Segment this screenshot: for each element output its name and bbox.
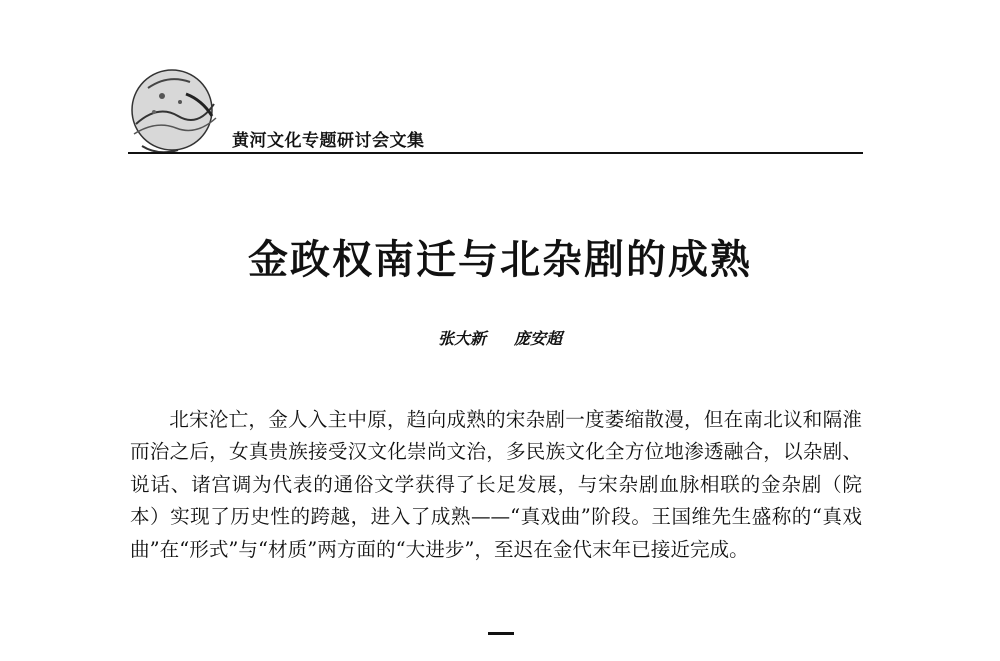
section-marker (488, 632, 514, 635)
header-rule (128, 152, 863, 154)
article-title: 金政权南迁与北杂剧的成熟 (248, 236, 752, 283)
header-title: 黄河文化专题研讨会文集 (232, 131, 425, 151)
author-name: 庞安超 (514, 329, 563, 348)
yellow-river-emblem-icon (128, 64, 220, 156)
body-paragraph: 北宋沦亡，金人入主中原，趋向成熟的宋杂剧一度萎缩散漫，但在南北议和隔淮而治之后，女真贵族接受汉文化崇尚文治，多民族文化全方位地渗透融合，以杂剧、说话、诸宫调为代表的通俗文学获得了长足发展，与宋杂剧血脉相联的金杂剧（院本）实现了历史性的跨越，进入了成熟——“真戏曲”阶段。王国维先生盛称的“真戏曲”在“形式”与“材质”两方面的“大进步”，至迟在金代末年已接近完成。 (130, 408, 862, 561)
authors (0, 326, 1000, 349)
author-name: 张大新 (437, 329, 486, 348)
